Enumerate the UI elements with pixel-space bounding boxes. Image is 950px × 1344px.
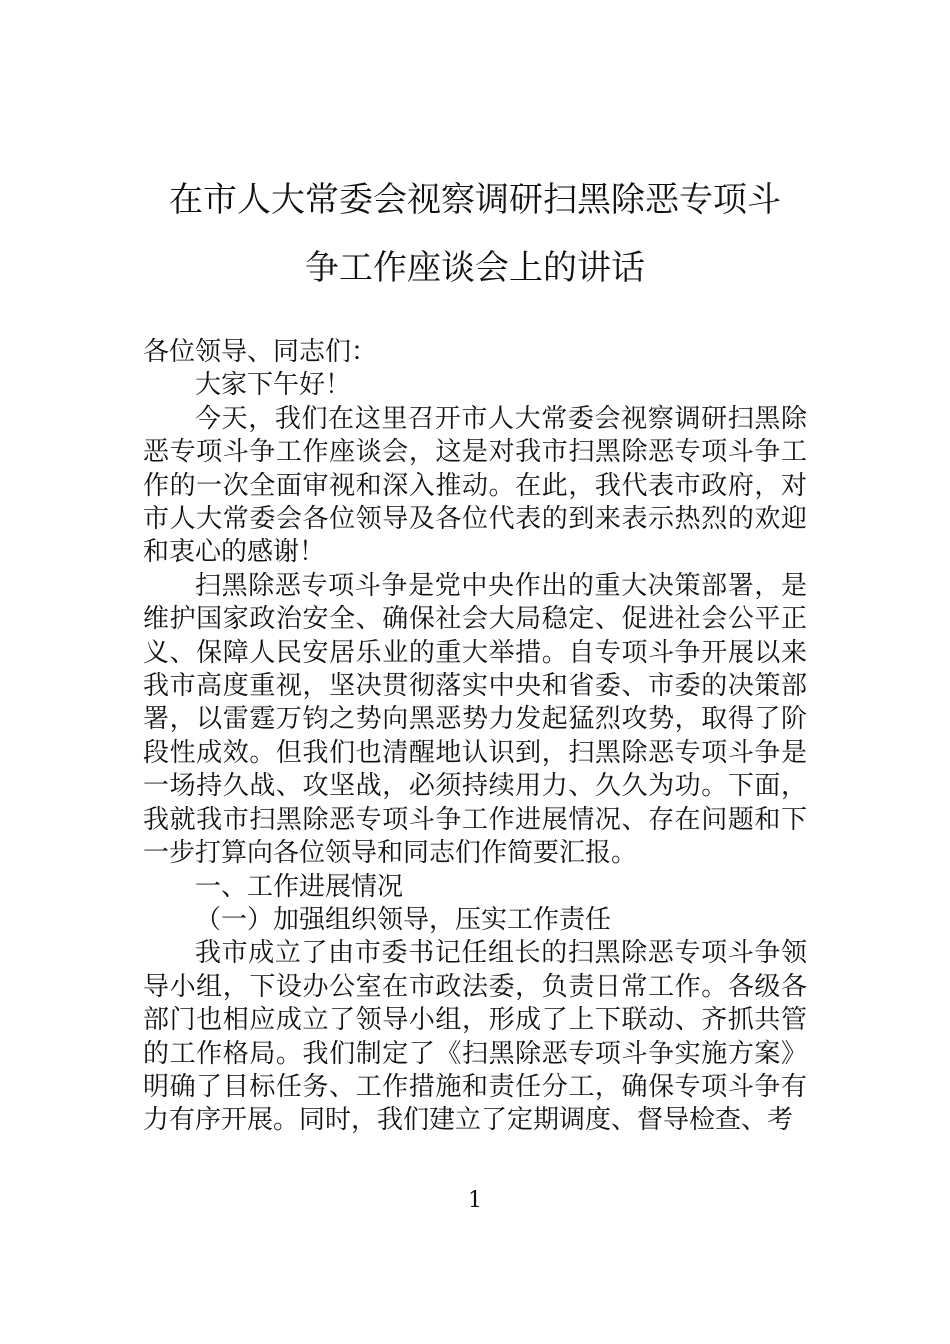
- paragraph-background: 扫黑除恶专项斗争是党中央作出的重大决策部署，是维护国家政治安全、确保社会大局稳定、促进社会公平正义、保障人民安居乐业的重大举措。自专项斗争开展以来我市高度重视，坚决贯彻落实中央和省委、市委的决策部署，以雷霆万钧之势向黑恶势力发起猛烈攻势，取得了阶段性成效。但我们也清醒地认识到，扫黑除恶专项斗争是一场持久战、攻坚战，必须持续用力、久久为功。下面，我就我市扫黑除恶专项斗争工作进展情况、存在问题和下一步打算向各位领导和同志们作简要汇报。: [143, 570, 807, 869]
- document-body: [143, 336, 807, 1138]
- paragraph-opening: 今天，我们在这里召开市人大常委会视察调研扫黑除恶专项斗争工作座谈会，这是对我市扫黑除恶专项斗争工作的一次全面审视和深入推动。在此，我代表市政府，对市人大常委会各位领导及各位代表的到来表示热烈的欢迎和衷心的感谢！: [143, 403, 807, 568]
- salutation: 各位领导、同志们：: [143, 337, 378, 367]
- title-line-2: 争工作座谈会上的讲话: [305, 248, 645, 288]
- greeting: 大家下午好！: [195, 370, 352, 401]
- paragraph-organization: 我市成立了由市委书记任组长的扫黑除恶专项斗争领导小组，下设办公室在市政法委，负责日常工作。各级各部门也相应成立了领导小组，形成了上下联动、齐抓共管的工作格局。我们制定了《扫黑除恶专项斗争实施方案》明确了目标任务、工作措施和责任分工，确保专项斗争有力有序开展。同时，我们建立了定期调度、督导检查、考: [143, 938, 807, 1136]
- section-heading: 一、工作进展情况: [195, 871, 404, 902]
- page-number: 1: [468, 1188, 482, 1213]
- subsection-heading: （一）加强组织领导，压实工作责任: [195, 904, 612, 935]
- title-line-1: 在市人大常委会视察调研扫黑除恶专项斗: [169, 180, 781, 220]
- document-title: [143, 170, 807, 298]
